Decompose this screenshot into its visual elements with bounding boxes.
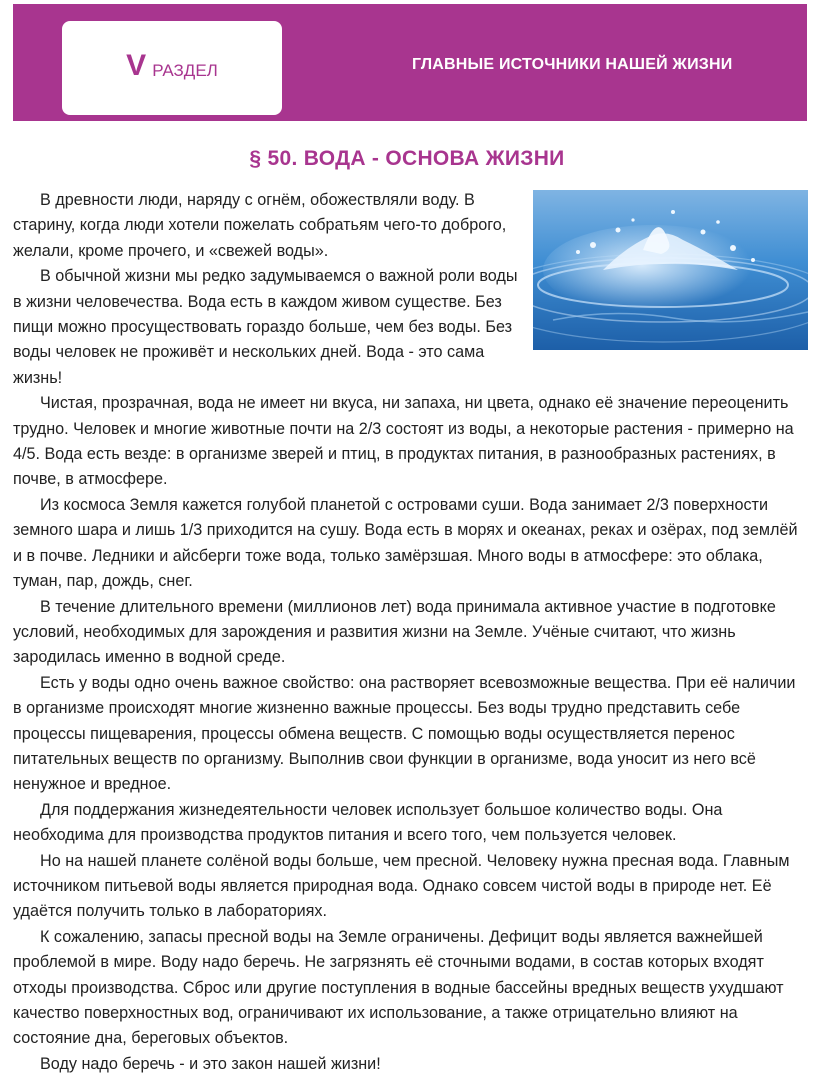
section-label-box (62, 21, 282, 115)
article-body (13, 188, 808, 1077)
paragraph: К сожалению, запасы пресной воды на Земле ограничены. Дефицит воды является важнейшей проблемой в мире. Воду надо беречь. Не загрязнять её сточными водами, в состав которых входят отходы производства. Сброс или другие поступления в водные бассейны вредных веществ ухудшают качество поверхностных вод, ограничивают их использование, а также отрицательно влияют на состояние дна, береговых объектов. (13, 927, 784, 1048)
paragraph: В течение длительного времени (миллионов лет) вода принимала активное участие в подготовке условий, необходимых для зарождения и развития жизни на Земле. Учёные считают, что жизнь зародилась именно в водной среде. (13, 597, 776, 667)
paragraph: Для поддержания жизнедеятельности человек использует большое количество воды. Она необходима для производства продуктов питания и всего того, чем пользуется человек. (13, 800, 723, 845)
water-splash-illustration (533, 190, 808, 350)
section-banner (13, 4, 807, 121)
paragraph: В обычной жизни мы редко задумываемся о важной роли воды в жизни человечества. Вода есть в каждом живом существе. Без пищи можно просуществовать гораздо больше, чем без воды. Без воды человек не проживёт и нескольких дней. Вода - это сама жизнь! (13, 267, 518, 387)
section-word: РАЗДЕЛ (152, 61, 218, 80)
paragraph: Воду надо беречь - и это закон нашей жизни! (40, 1054, 381, 1073)
water-splash-image (533, 190, 808, 350)
paragraph: Но на нашей планете солёной воды больше, чем пресной. Человеку нужна пресная вода. Главным источником питьевой воды является природная вода. Однако совсем чистой воды в природе нет. Её удаётся получить только в лабораториях. (13, 851, 790, 921)
section-title: ГЛАВНЫЕ ИСТОЧНИКИ НАШЕЙ ЖИЗНИ (412, 56, 733, 73)
section-number: V (126, 49, 147, 82)
paragraph: В древности люди, наряду с огнём, обожествляли воду. В старину, когда люди хотели пожелать собратьям чего-то доброго, желали, кроме прочего, и «свежей воды». (13, 191, 507, 260)
paragraph: Есть у воды одно очень важное свойство: она растворяет всевозможные вещества. При её наличии в организме происходят многие жизненно важные процессы. Без воды трудно представить себе процессы пищеварения, процессы обмена веществ. С помощью воды осуществляется перенос питательных веществ по организму. Выполнив свои функции в организме, вода уносит из него всё ненужное и вредное. (13, 673, 796, 794)
paragraph: Чистая, прозрачная, вода не имеет ни вкуса, ни запаха, ни цвета, однако её значение переоценить трудно. Человек и многие животные почти на 2/3 состоят из воды, а некоторые растения - примерно на 4/5. Вода есть везде: в организме зверей и птиц, в продуктах питания, в разнообразных растениях, в почве, в атмосфере. (13, 394, 794, 489)
paragraph: Из космоса Земля кажется голубой планетой с островами суши. Вода занимает 2/3 поверхности земного шара и лишь 1/3 приходится на сушу. Вода есть в морях и океанах, реках и озёрах, под землёй и в почве. Ледники и айсберги тоже вода, только замёрзшая. Много воды в атмосфере: это облака, туман, пар, дождь, снег. (13, 495, 798, 591)
page-title: § 50. ВОДА - ОСНОВА ЖИЗНИ (249, 147, 565, 170)
